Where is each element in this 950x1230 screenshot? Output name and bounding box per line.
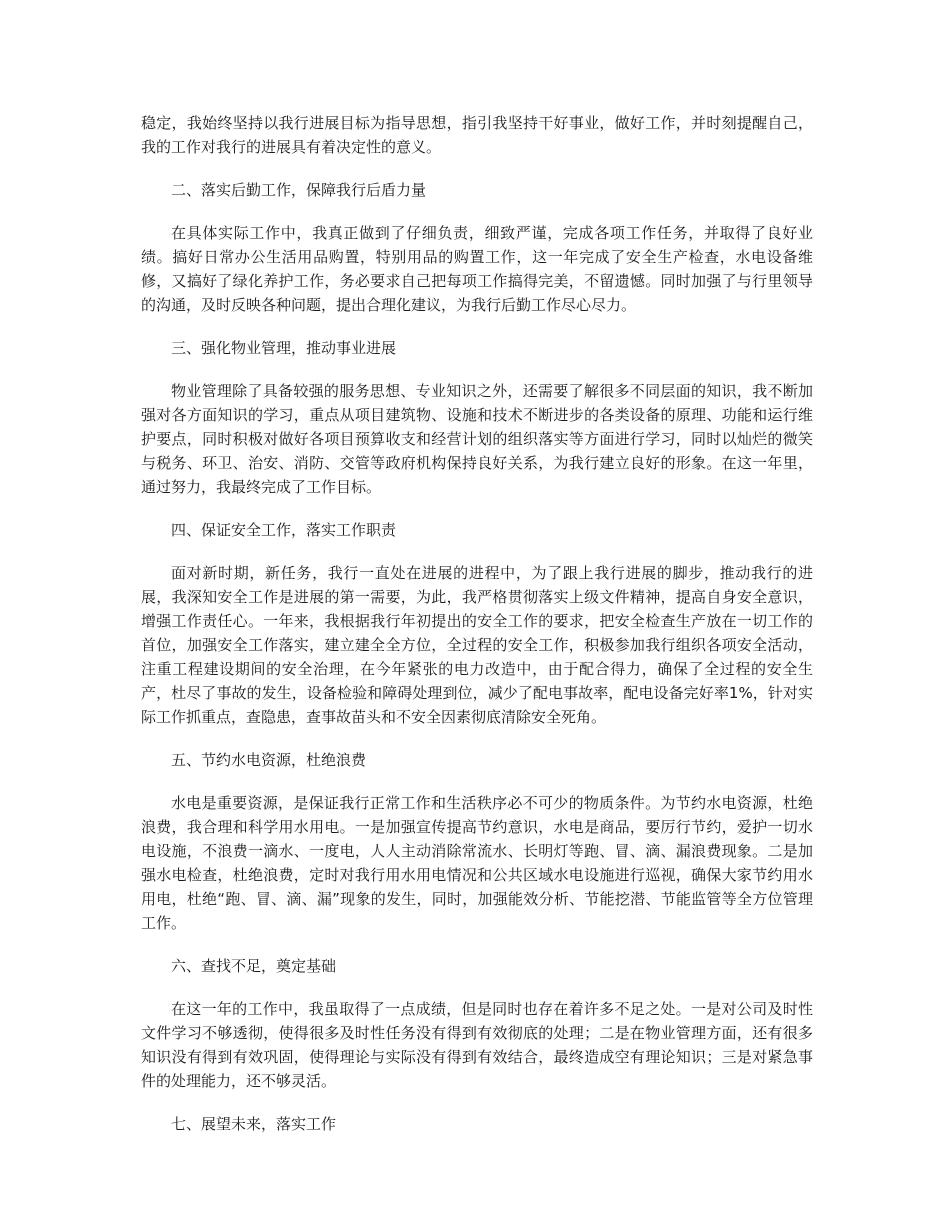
document-body [141, 111, 813, 1155]
paragraph-logistics: 在具体实际工作中，我真正做到了仔细负责，细致严谨，完成各项工作任务，并取得了良好业绩。搞好日常办公生活用品购置，特别用品的购置工作，这一年完成了安全生产检查，水电设备维修，又搞好了绿化养护工作，务必要求自己把每项工作搞得完美，不留遗憾。同时加强了与行里领导的沟通，及时反映各种问题，提出合理化建议，为我行后勤工作尽心尽力。 [141, 224, 813, 314]
section-heading-6: 六、查找不足，奠定基础 [171, 957, 337, 975]
section-heading-2: 二、落实后勤工作，保障我行后盾力量 [171, 181, 427, 199]
paragraph-conservation: 水电是重要资源，是保证我行正常工作和生活秩序必不可少的物质条件。为节约水电资源，杜绝浪费，我合理和科学用水用电。一是加强宣传提高节约意识，水电是商品，要厉行节约，爱护一切水电设施，不浪费一滴水、一度电，人人主动消除常流水、长明灯等跑、冒、滴、漏浪费现象。二是加强水电检查，杜绝浪费，定时对我行用水用电情况和公共区域水电设施进行巡视，确保大家节约用水用电，杜绝“跑、冒、滴、漏”现象的发生，同时，加强能效分析、节能挖潜、节能监管等全方位管理工作。 [141, 794, 813, 932]
paragraph-intro: 稳定，我始终坚持以我行进展目标为指导思想，指引我坚持干好事业，做好工作，并时刻提醒自己，我的工作对我行的进展具有着决定性的意义。 [141, 114, 813, 156]
section-heading-3: 三、强化物业管理，推动事业进展 [171, 339, 397, 357]
section-heading-5: 五、节约水电资源，杜绝浪费 [171, 751, 367, 769]
section-heading-4: 四、保证安全工作，落实工作职责 [171, 521, 397, 539]
paragraph-property-management: 物业管理除了具备较强的服务思想、专业知识之外，还需要了解很多不同层面的知识，我不断加强对各方面知识的学习，重点从项目建筑物、设施和技术不断进步的各类设备的原理、功能和运行维护要点，同时积极对做好各项目预算收支和经营计划的组织落实等方面进行学习，同时以灿烂的微笑与税务、环卫、治安、消防、交管等政府机构保持良好关系，为我行建立良好的形象。在这一年里，通过努力，我最终完成了工作目标。 [141, 382, 813, 496]
paragraph-safety: 面对新时期，新任务，我行一直处在进展的进程中，为了跟上我行进展的脚步，推动我行的进展，我深知安全工作是进展的第一需要，为此，我严格贯彻落实上级文件精神，提高自身安全意识，增强工作责任心。一年来，我根据我行年初提出的安全工作的要求，把安全检查生产放在一切工作的首位，加强安全工作落实，建立建全全方位，全过程的安全工作，积极参加我行组织各项安全活动，注重工程建设期间的安全治理，在今年紧张的电力改造中，由于配合得力，确保了全过程的安全生产，杜尽了事故的发生，设备检验和障碍处理到位，减少了配电事故率，配电设备完好率1%，针对实际工作抓重点，查隐患，查事故苗头和不安全因素彻底清除安全死角。 [141, 564, 813, 726]
paragraph-shortcomings: 在这一年的工作中，我虽取得了一点成绩，但是同时也存在着许多不足之处。一是对公司及时性文件学习不够透彻，使得很多及时性任务没有得到有效彻底的处理；二是在物业管理方面，还有很多知识没有得到有效巩固，使得理论与实际没有得到有效结合，最终造成空有理论知识；三是对紧急事件的处理能力，还不够灵活。 [141, 1000, 813, 1090]
section-heading-7: 七、展望未来，落实工作 [171, 1115, 337, 1133]
